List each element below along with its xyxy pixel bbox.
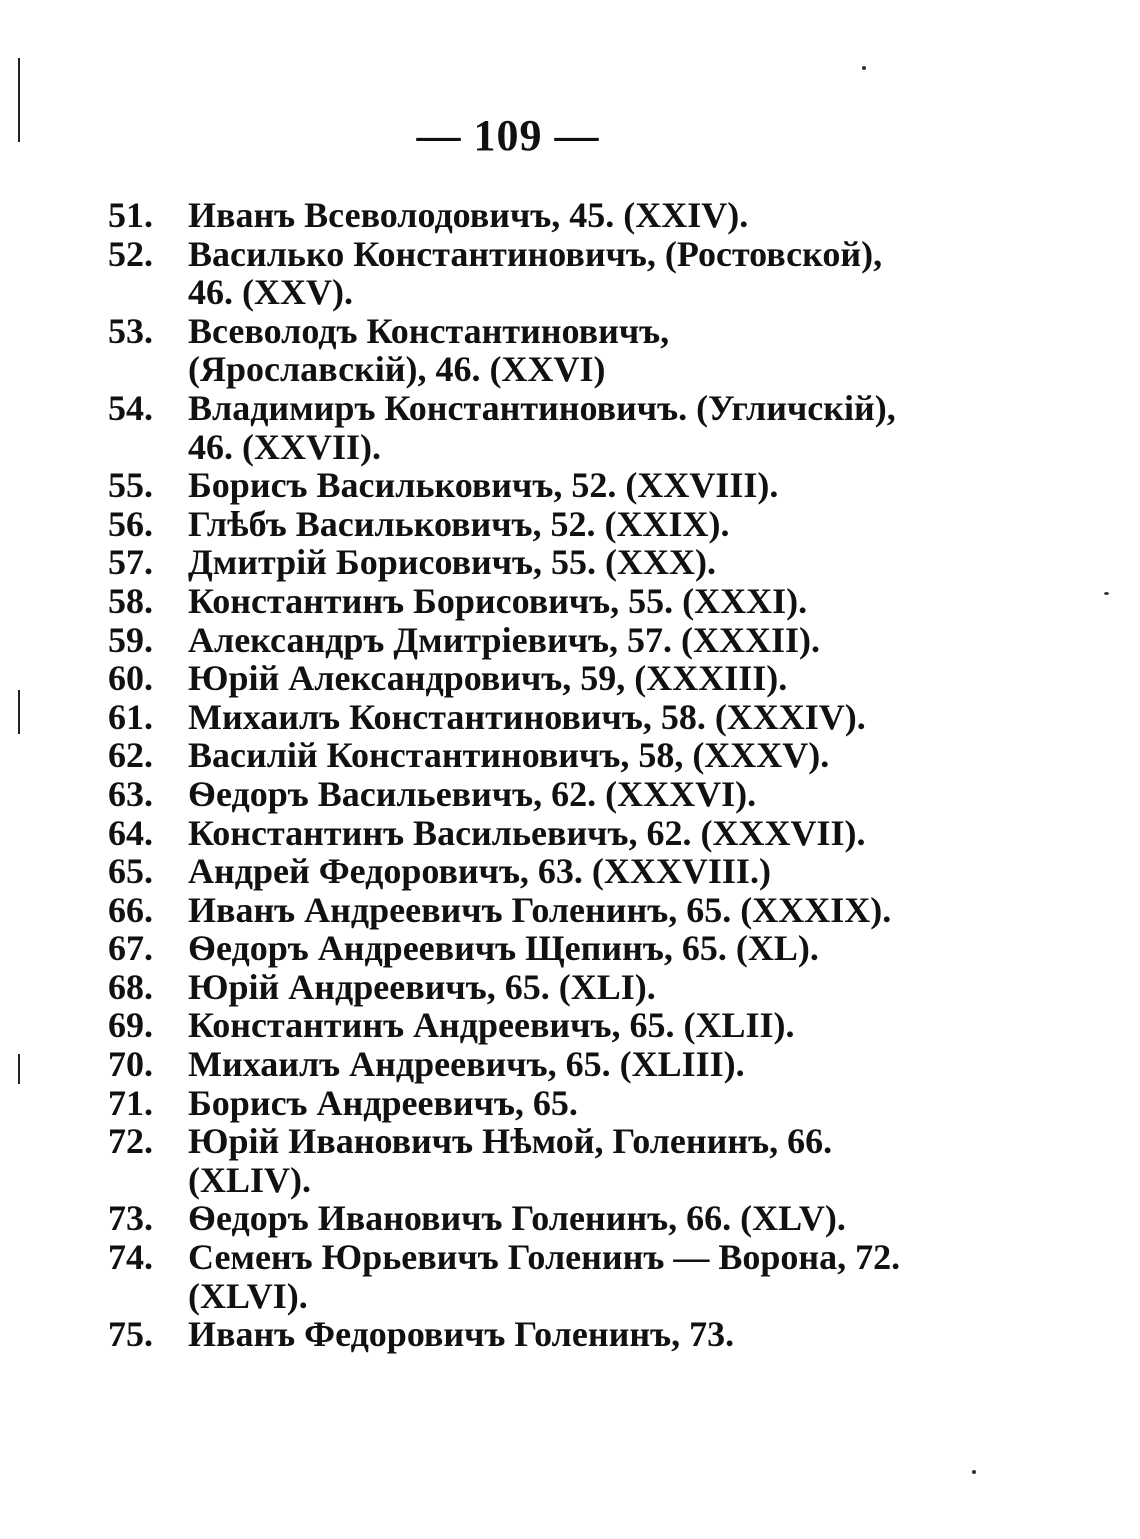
entry-number: 56. xyxy=(108,503,153,544)
list-item xyxy=(108,775,908,814)
list-item xyxy=(108,659,908,698)
list-item xyxy=(108,196,908,235)
list-item xyxy=(108,1238,908,1315)
entry-number: 57. xyxy=(108,542,153,583)
list-item xyxy=(108,1122,908,1199)
entry-text: Иванъ Федоровичъ Голенинъ, 73. xyxy=(188,1314,735,1355)
entry-number: 63. xyxy=(108,773,153,814)
list-item xyxy=(108,389,908,466)
scan-edge-mark xyxy=(18,1054,20,1084)
page-number: — 109 — xyxy=(416,111,600,160)
entry-text: Семенъ Юрьевичъ Голенинъ — Ворона, 72. (XLVI). xyxy=(188,1237,901,1316)
list-item xyxy=(108,852,908,891)
entry-number: 60. xyxy=(108,658,153,699)
entry-number: 72. xyxy=(108,1121,153,1162)
entry-number: 68. xyxy=(108,966,153,1007)
list-item xyxy=(108,1084,908,1123)
entry-number: 61. xyxy=(108,696,153,737)
entry-number: 67. xyxy=(108,928,153,969)
list-item xyxy=(108,505,908,544)
list-item xyxy=(108,1006,908,1045)
entry-text: Ѳедоръ Васильевичъ, 62. (XXXVI). xyxy=(188,773,757,814)
entry-number: 53. xyxy=(108,310,153,351)
entry-text: Ѳедоръ Андреевичъ Щепинъ, 65. (XL). xyxy=(188,928,819,969)
entry-number: 64. xyxy=(108,812,153,853)
entry-text: Ѳедоръ Ивановичъ Голенинъ, 66. (XLV). xyxy=(188,1198,846,1239)
entry-number: 58. xyxy=(108,580,153,621)
entry-text: Юрій Андреевичъ, 65. (XLI). xyxy=(188,966,656,1007)
entry-text: Андрей Федоровичъ, 63. (XXXVIII.) xyxy=(188,851,771,892)
list-item xyxy=(108,698,908,737)
entry-text: Михаилъ Андреевичъ, 65. (XLIII). xyxy=(188,1044,745,1085)
list-item xyxy=(108,1315,908,1354)
list-item xyxy=(108,621,908,660)
entry-number: 69. xyxy=(108,1005,153,1046)
list-item xyxy=(108,929,908,968)
dust-speck xyxy=(972,1470,976,1474)
entry-text: Дмитрій Борисовичъ, 55. (XXX). xyxy=(188,542,717,583)
entry-text: Михаилъ Константиновичъ, 58. (XXXIV). xyxy=(188,696,866,737)
list-item xyxy=(108,1199,908,1238)
entry-text: Глѣбъ Васильковичъ, 52. (XXIX). xyxy=(188,503,730,544)
list-item xyxy=(108,312,908,389)
list-item xyxy=(108,582,908,621)
entry-number: 52. xyxy=(108,233,153,274)
entry-number: 65. xyxy=(108,851,153,892)
entry-text: Иванъ Андреевичъ Голенинъ, 65. (XXXIX). xyxy=(188,889,892,930)
entry-text: Александръ Дмитріевичъ, 57. (XXXII). xyxy=(188,619,821,660)
entry-number: 59. xyxy=(108,619,153,660)
entry-number: 66. xyxy=(108,889,153,930)
entry-number: 55. xyxy=(108,465,153,506)
dust-speck xyxy=(1104,592,1109,595)
entry-text: Константинъ Борисовичъ, 55. (XXXI). xyxy=(188,580,808,621)
entry-text: Василій Константиновичъ, 58, (XXXV). xyxy=(188,735,830,776)
entry-number: 73. xyxy=(108,1198,153,1239)
entry-number: 62. xyxy=(108,735,153,776)
entry-text: Василько Константиновичъ, (Ростовской), 46. (XXV). xyxy=(188,233,883,313)
entry-text: Владимиръ Константиновичъ. (Угличскій), 46. (XXVII). xyxy=(188,387,896,467)
list-item xyxy=(108,235,908,312)
list-item xyxy=(108,543,908,582)
entry-number: 54. xyxy=(108,387,153,428)
entry-text: Юрій Ивановичъ Нѣмой, Голенинъ, 66. (XLIV). xyxy=(188,1121,833,1200)
entry-text: Борисъ Андреевичъ, 65. xyxy=(188,1082,578,1123)
dust-speck xyxy=(862,66,866,70)
list-item xyxy=(108,466,908,505)
entry-text: Юрій Александровичъ, 59, (XXXIII). xyxy=(188,658,788,699)
entry-number: 71. xyxy=(108,1082,153,1123)
scan-edge-mark xyxy=(18,690,20,734)
genealogy-list xyxy=(108,196,908,1354)
entry-text: Всеволодъ Константиновичъ, (Ярославскій), 46. (XXVI) xyxy=(188,310,670,390)
entry-text: Борисъ Васильковичъ, 52. (XXVIII). xyxy=(188,465,779,506)
list-item xyxy=(108,891,908,930)
list-item xyxy=(108,1045,908,1084)
entry-text: Иванъ Всеволодовичъ, 45. (XXIV). xyxy=(188,195,749,235)
list-item xyxy=(108,736,908,775)
entry-text: Константинъ Андреевичъ, 65. (XLII). xyxy=(188,1005,795,1046)
list-item xyxy=(108,968,908,1007)
entry-number: 75. xyxy=(108,1314,153,1355)
entry-number: 74. xyxy=(108,1237,153,1278)
entry-number: 51. xyxy=(108,195,153,235)
entry-text: Константинъ Васильевичъ, 62. (XXXVII). xyxy=(188,812,866,853)
entry-number: 70. xyxy=(108,1044,153,1085)
list-item xyxy=(108,814,908,853)
